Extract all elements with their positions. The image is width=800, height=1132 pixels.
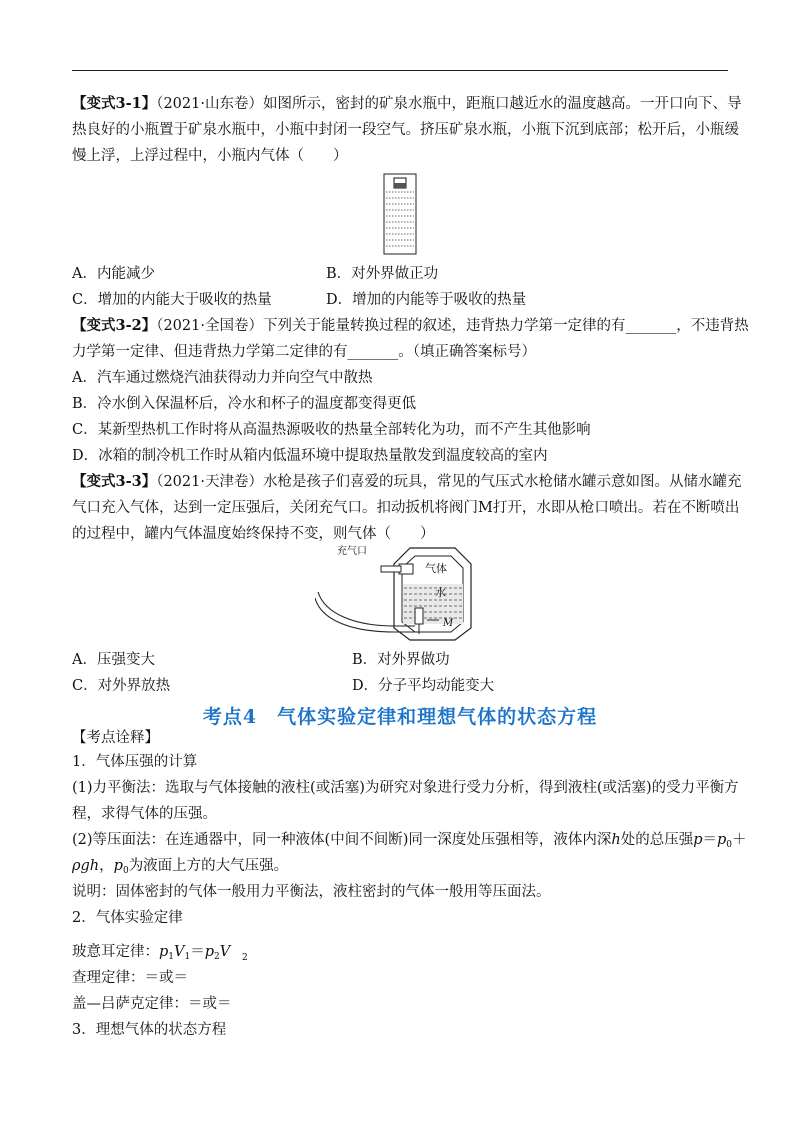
- var-v2: V: [219, 944, 231, 960]
- isobaric-mid: 处的总压强: [620, 832, 694, 848]
- q33-option-d: D．分子平均动能变大: [352, 678, 495, 694]
- boyle-equals: ＝: [190, 944, 205, 960]
- boyle-stray-subscript: 2: [242, 953, 248, 963]
- var-p1: p: [159, 944, 169, 960]
- var-h: h: [611, 832, 621, 848]
- var-p0: p: [717, 832, 727, 848]
- method-force-balance-line2: 程，求得气体的压强。: [72, 806, 217, 822]
- q32-tag: 【变式3-2】: [72, 317, 157, 334]
- gas-label: 气体: [425, 562, 447, 575]
- section-intro: 【考点诠释】: [72, 730, 159, 746]
- var-rho-g-h: ρgh: [72, 858, 100, 874]
- q31-option-c: C．增加的内能大于吸收的热量: [72, 292, 272, 308]
- var-p0b: p: [113, 858, 123, 874]
- sub-1a: 1: [168, 952, 175, 962]
- section-heading: 考点4 气体实验定律和理想气体的状态方程: [202, 706, 598, 728]
- q33-line2: 气口充入气体，达到一定压强后，关闭充气口。扣动扳机将阀门M打开，水即从枪口喷出。若在不断喷出: [72, 500, 740, 516]
- q31-tag: 【变式3-1】: [72, 95, 157, 112]
- q33-line1: [72, 472, 741, 492]
- q32-option-b: B．冷水倒入保温杯后，冷水和杯子的温度都变得更低: [72, 396, 417, 412]
- q31-text1: （2021·山东卷）如图所示，密封的矿泉水瓶中，距瓶口越近水的温度越高。一开口向下、导: [156, 96, 742, 112]
- q32-option-c: C．某新型热机工作时将从高温热源吸收的热量全部转化为功，而不产生其他影响: [72, 422, 591, 438]
- q33-option-c: C．对外界放热: [72, 678, 171, 694]
- q32-line2: 力学第一定律、但违背热力学第二定律的有_______。（填正确答案标号）: [72, 344, 536, 360]
- gay-lussac-law: 盖—吕萨克定律：＝或＝: [72, 996, 232, 1012]
- note-line: 说明：固体密封的气体一般用力平衡法，液柱密封的气体一般用等压面法。: [72, 884, 551, 900]
- plus: ＋: [732, 832, 747, 848]
- var-v1: V: [174, 944, 185, 960]
- inlet-label: 充气口: [337, 546, 367, 557]
- sub-0b: 0: [122, 866, 129, 876]
- q33-tag: 【变式3-3】: [72, 473, 157, 490]
- charles-law: 查理定律：＝或＝: [72, 970, 188, 986]
- q31-line3: 慢上浮，上浮过程中，小瓶内气体（ ）: [72, 148, 348, 164]
- q31-option-a: A．内能减少: [72, 266, 155, 282]
- valve-m-label: M: [443, 618, 454, 629]
- isobaric-text: (2)等压面法：在连通器中，同一种液体(中间不间断)同一深度处压强相等，液体内深: [72, 832, 612, 848]
- isobaric-rest: 为液面上方的大气压强。: [128, 858, 289, 874]
- var-p: p: [693, 832, 703, 848]
- q32-option-a: A．汽车通过燃烧汽油获得动力并向空气中散热: [72, 370, 373, 386]
- header-rule: [72, 70, 728, 71]
- subheading-pressure: 1．气体压强的计算: [72, 754, 198, 770]
- q31-line2: 热良好的小瓶置于矿泉水瓶中，小瓶中封闭一段空气。挤压矿泉水瓶，小瓶下沉到底部；松开后，小瓶缓: [72, 122, 739, 138]
- sub-0: 0: [726, 840, 733, 850]
- method-force-balance-line1: (1)力平衡法：选取与气体接触的液柱(或活塞)为研究对象进行受力分析，得到液柱(或活塞)的受力平衡方: [72, 780, 739, 796]
- bottle-figure: [383, 172, 417, 256]
- comma: ，: [99, 858, 114, 874]
- subheading-gas-laws: 2．气体实验定律: [72, 910, 183, 926]
- q33-option-b: B．对外界做功: [352, 652, 450, 668]
- method-isobaric-line1: [72, 830, 747, 855]
- q33-line3: 的过程中，罐内气体温度始终保持不变，则气体（ ）: [72, 526, 435, 542]
- q31-line1: [72, 94, 741, 114]
- var-p2: p: [204, 944, 215, 960]
- q31-option-d: D．增加的内能等于吸收的热量: [326, 292, 527, 308]
- sub-2a: 2: [214, 952, 220, 962]
- equals: ＝: [702, 832, 717, 848]
- q32-line1: [72, 316, 749, 336]
- boyle-law: [72, 942, 230, 967]
- method-isobaric-line2: [72, 856, 288, 881]
- sub-1b: 1: [184, 952, 191, 962]
- water-label: 水: [435, 586, 446, 599]
- q32-option-d: D．冰箱的制冷机工作时从箱内低温环境中提取热量散发到温度较高的室内: [72, 448, 548, 464]
- boyle-label: 玻意耳定律：: [72, 944, 159, 960]
- water-gun-figure: [315, 542, 490, 646]
- q32-text1: （2021·全国卷）下列关于能量转换过程的叙述，违背热力学第一定律的有_______，不违背热: [156, 318, 749, 334]
- subheading-ideal-gas: 3．理想气体的状态方程: [72, 1022, 227, 1038]
- q33-option-a: A．压强变大: [72, 652, 155, 668]
- q33-text1: （2021·天津卷）水枪是孩子们喜爱的玩具，常见的气压式水枪储水罐示意如图。从储水罐充: [156, 474, 742, 490]
- q31-option-b: B．对外界做正功: [326, 266, 439, 282]
